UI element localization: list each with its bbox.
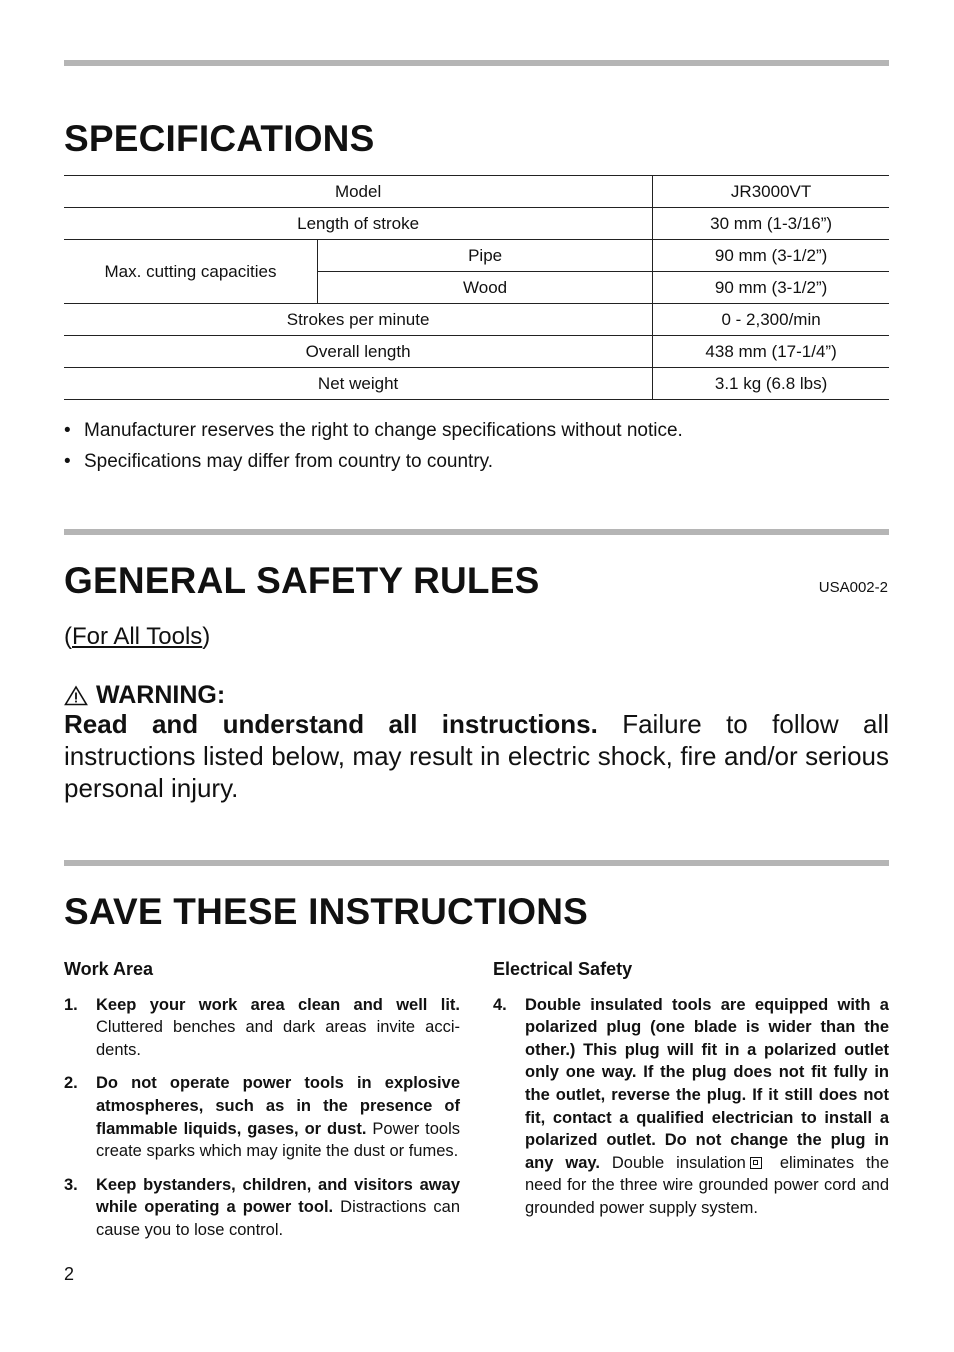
item-body-text: Double insulation (599, 1153, 746, 1172)
work-area-column (64, 958, 460, 1253)
spec-label: Max. cutting capacities (64, 240, 318, 304)
section-divider (64, 860, 889, 866)
warning-text (64, 708, 889, 804)
table-row (64, 304, 889, 336)
save-instructions-title: SAVE THESE INSTRUCTIONS (64, 891, 589, 932)
warning-body-text: Failure to follow all instructions listed below, may result in electric shock, fire and/or serious personal injury. (64, 709, 889, 803)
spec-value: 30 mm (1-3/16”) (653, 208, 889, 240)
warning-triangle-icon (64, 685, 88, 706)
specifications-title: SPECIFICATIONS (64, 118, 375, 159)
item-text (525, 994, 889, 1220)
electrical-safety-column (493, 958, 889, 1231)
table-row (64, 240, 889, 272)
item-number: 3. (64, 1175, 78, 1194)
spec-label: Strokes per minute (64, 304, 653, 336)
table-row (64, 368, 889, 400)
warning-bold-text: Read and understand all instructions. (64, 709, 598, 739)
section-divider (64, 529, 889, 535)
spec-value: 3.1 kg (6.8 lbs) (653, 368, 889, 400)
spec-label: Model (64, 176, 653, 208)
for-all-tools-link: For All Tools (72, 623, 203, 650)
electrical-safety-heading: Electrical Safety (493, 959, 633, 979)
spec-value: 90 mm (3-1/2”) (653, 240, 889, 272)
spec-sublabel: Pipe (318, 240, 653, 272)
table-row (64, 336, 889, 368)
list-item: • Specifications may differ from country to country. (64, 449, 889, 480)
spec-label: Length of stroke (64, 208, 653, 240)
table-row (64, 208, 889, 240)
general-safety-title: GENERAL SAFETY RULES (64, 560, 540, 601)
list-item (493, 994, 889, 1220)
document-code: USA002-2 (818, 579, 888, 596)
item-body-text: Distractions can cause you to lose control. (96, 1198, 460, 1239)
item-body-text: Power tools create sparks which may ignite the dust or fumes. (96, 1119, 460, 1161)
item-body-text-continued: eliminates the need for the three wire grounded power cord and grounded power supply system. (525, 1153, 889, 1217)
item-body-text: Cluttered benches and dark areas invite accidents. (96, 1018, 460, 1059)
list-item (64, 994, 460, 1062)
item-bold-text: Do not operate power tools in explosive atmospheres, such as in the presence of flammable liquids, gases, or dust. (96, 1074, 460, 1138)
list-item (64, 1174, 460, 1242)
spec-label: Net weight (64, 368, 653, 400)
warning-heading (64, 681, 225, 710)
item-bold-text: Keep your work area clean and well lit. (96, 995, 460, 1014)
spec-sublabel: Wood (318, 272, 653, 304)
work-area-heading: Work Area (64, 959, 154, 979)
spec-value: JR3000VT (653, 176, 889, 208)
list-item (64, 1072, 460, 1162)
page-number: 2 (64, 1264, 75, 1284)
section-divider (64, 60, 889, 66)
item-text (96, 994, 460, 1062)
item-bold-text: Double insulated tools are equipped with a polarized plug (one blade is wider than the other.) This plug will fit in a polarized outlet only one way. If the plug does not fit fully in the outlet, reverse the plug. If it still does not fit, contact a qualified electrician to install a polarized outlet. Do not change the plug in any way. (525, 995, 889, 1172)
item-number: 1. (64, 995, 78, 1014)
double-insulation-icon (750, 1157, 762, 1169)
spec-notes (64, 418, 889, 480)
table-row (64, 176, 889, 208)
warning-label: WARNING: (96, 681, 226, 709)
item-text (96, 1072, 460, 1162)
item-text (96, 1174, 460, 1242)
for-all-tools-subheading (64, 623, 210, 651)
paren-open: ( (64, 623, 72, 650)
spec-value: 438 mm (17-1/4”) (653, 336, 889, 368)
spec-label: Overall length (64, 336, 653, 368)
specifications-table (64, 175, 889, 400)
item-number: 4. (493, 995, 507, 1014)
item-bold-text: Keep bystanders, children, and visitors away while operating a power tool. (96, 1175, 460, 1217)
paren-close: ) (202, 623, 211, 650)
list-item: • Manufacturer reserves the right to change specifications without notice. (64, 418, 889, 449)
spec-value: 0 - 2,300/min (653, 304, 889, 336)
spec-value: 90 mm (3-1/2”) (653, 272, 889, 304)
item-number: 2. (64, 1074, 78, 1093)
